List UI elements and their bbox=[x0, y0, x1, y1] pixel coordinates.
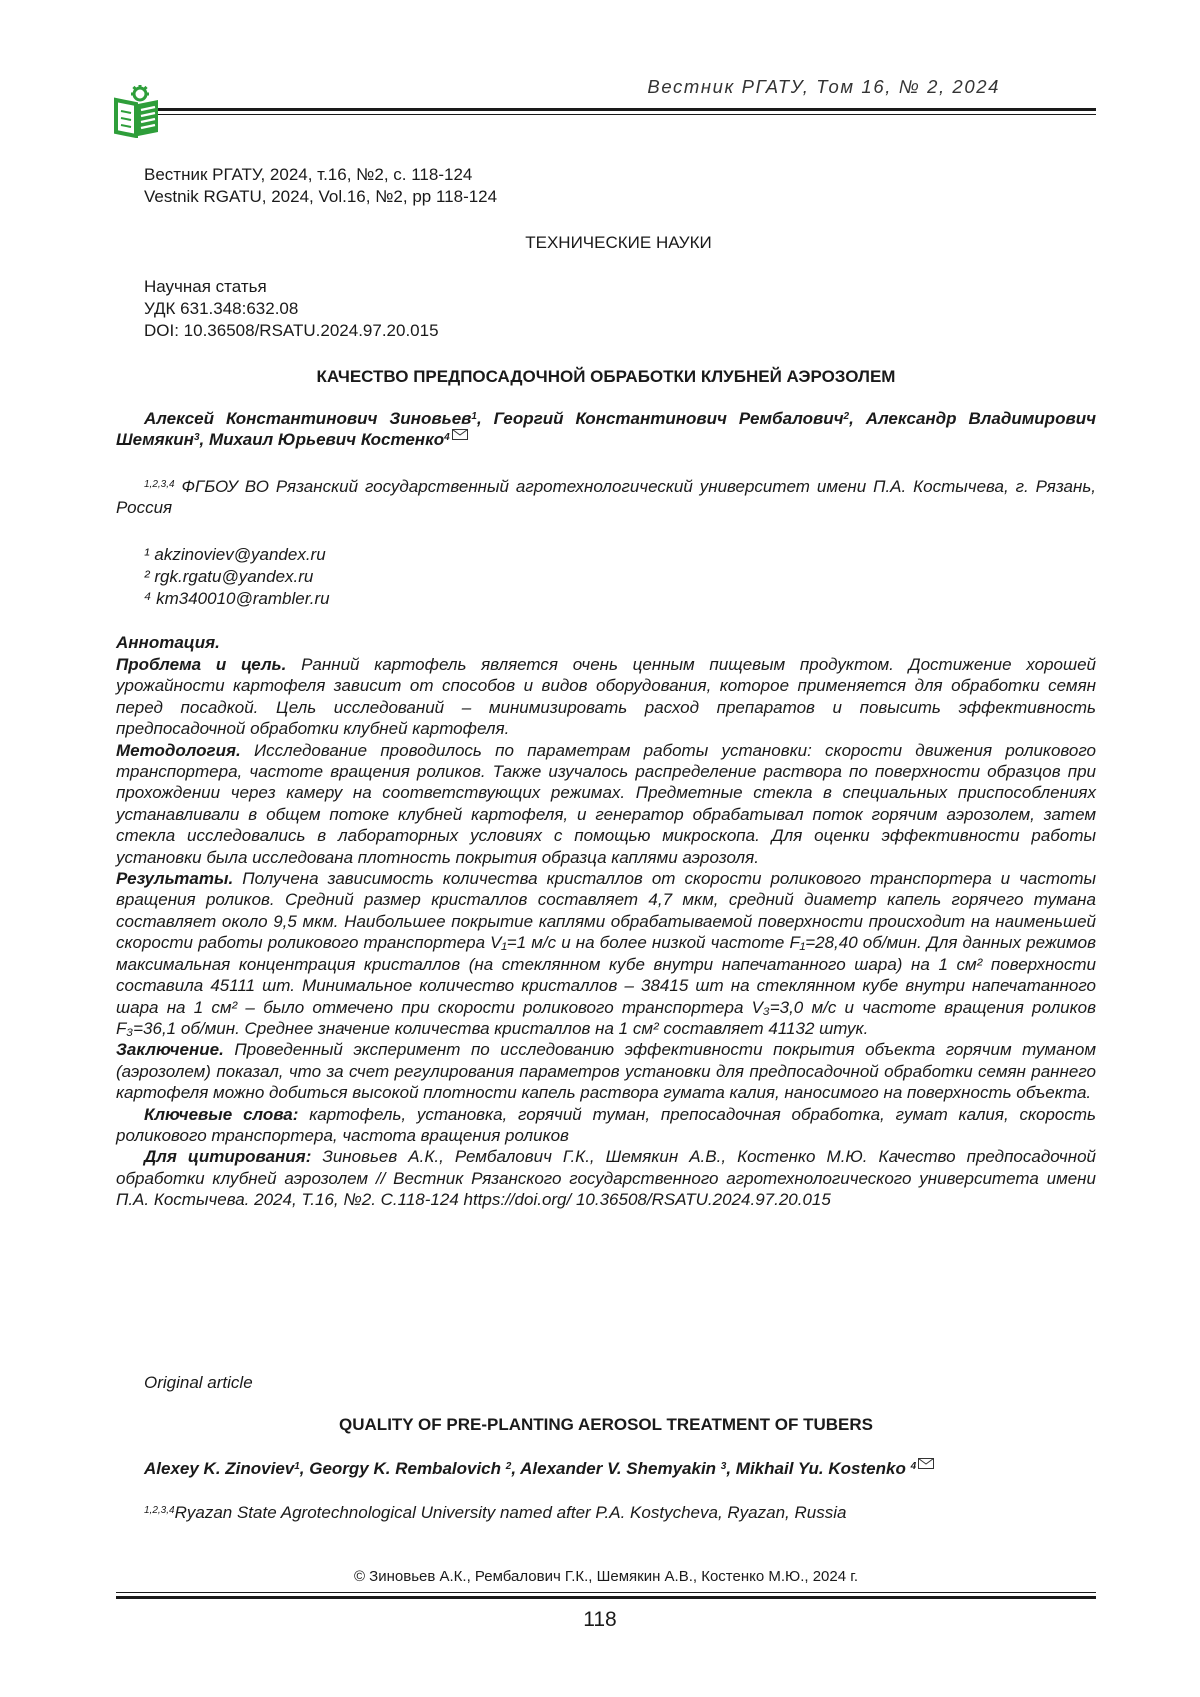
article-title-ru: КАЧЕСТВО ПРЕДПОСАДОЧНОЙ ОБРАБОТКИ КЛУБНЕЙ АЭРОЗОЛЕМ bbox=[316, 367, 896, 386]
envelope-icon[interactable] bbox=[918, 1458, 934, 1469]
journal-running-head: Вестник РГАТУ, Том 16, № 2, 2024 bbox=[647, 76, 1000, 97]
footer-rule-thin bbox=[116, 1592, 1096, 1593]
article-type: Научная статья bbox=[144, 277, 267, 296]
problem-text: Ранний картофель является очень ценным пищевым продуктом. Достижение хорошей урожайности картофеля зависит от способов и видов оборудования, которое применяется для обработки семян перед посадкой. Цель исследований – минимизировать расход препаратов и повысить эффективность предпосадочной обработки клубней картофеля. bbox=[116, 655, 1096, 739]
keywords-text: картофель, установка, горячий туман, препосадочная обработка, гумат калия, скорость роликового транспортера, частота вращения роликов bbox=[116, 1104, 1096, 1145]
author-separator: , bbox=[476, 409, 494, 428]
section-heading: ТЕХНИЧЕСКИЕ НАУКИ bbox=[525, 233, 712, 252]
author-sup: 3 bbox=[720, 1461, 727, 1472]
citation-line-en: Vestnik RGATU, 2024, Vol.16, №2, pp 118-124 bbox=[144, 187, 498, 206]
envelope-icon[interactable] bbox=[452, 429, 468, 440]
author-name: Георгий Константинович Рембалович bbox=[493, 409, 844, 428]
author-separator: , bbox=[849, 409, 866, 428]
method-label: Методология. bbox=[116, 740, 241, 760]
author-name: Алексей Константинович Зиновьев bbox=[144, 409, 472, 428]
author-name: Михаил Юрьевич Костенко bbox=[208, 430, 445, 450]
article-title-en: QUALITY OF PRE-PLANTING AEROSOL TREATMENT OF TUBERS bbox=[339, 1415, 873, 1434]
abstract-heading: Аннотация. bbox=[116, 633, 220, 652]
email-4[interactable]: ⁴ km340010@rambler.ru bbox=[144, 589, 330, 608]
author-separator: , bbox=[726, 1459, 736, 1478]
how-to-cite bbox=[116, 1146, 1096, 1210]
footer-rule bbox=[116, 1596, 1096, 1599]
copyright-line: © Зиновьев А.К., Рембалович Г.К., Шемякин А.В., Костенко М.Ю., 2024 г. bbox=[353, 1568, 859, 1585]
results-label: Результаты. bbox=[116, 869, 234, 889]
author-name: Georgy K. Rembalovich bbox=[309, 1459, 506, 1478]
conclusion-text: Проведенный эксперимент по исследованию эффективности покрытия объекта горячим туманом (аэрозолем) показал, что за счет регулирования параметров установки для предпосадочной обработки семян раннего картофеля можно добиться высокой плотности капель раствора гумата калия, наносимого на поверхность объекта. bbox=[116, 1040, 1096, 1103]
abstract-results bbox=[116, 868, 1096, 1039]
author-name: Alexander V. Shemyakin bbox=[520, 1459, 721, 1478]
problem-label: Проблема и цель. bbox=[116, 655, 287, 674]
author-sup: 1 bbox=[294, 1461, 300, 1472]
results-text: Получена зависимость количества кристаллов от скорости роликового транспортера и частоты вращения роликов. Средний размер кристаллов составляет 4,7 мкм, средний диаметр капель горячего тумана составляет около 9,5 мкм. Наибольшее покрытие каплями обрабатываемой поверхности происходит на наименьшей скорости работы роликового транспортера V₁=1 м/с и на более низкой частоте F₁=28,40 об/мин. Для данных режимов максимальная концентрация кристаллов (на стеклянном кубе внутри напечатанного шара) на 1 см² поверхности составила 45111 шт. Минимальное количество кристаллов – 38415 шт на стеклянном кубе внутри напечатанного шара на 1 см² – было отмечено при скорости роликового транспортера V₃=3,0 м/с и частоте вращения роликов F₃=36,1 об/мин. Среднее значение количества кристаллов на 1 см² составляет 41132 штук. bbox=[116, 869, 1096, 1038]
doi: DOI: 10.36508/RSATU.2024.97.20.015 bbox=[144, 321, 439, 340]
author-sup: 3 bbox=[193, 432, 200, 444]
affiliation-text: Ryazan State Agrotechnological University named after P.A. Kostycheva, Ryazan, Russia bbox=[174, 1503, 847, 1522]
affiliation-ru bbox=[116, 476, 1096, 519]
cite-label: Для цитирования: bbox=[144, 1147, 312, 1167]
article-type-en: Original article bbox=[144, 1373, 253, 1392]
abstract-methodology bbox=[116, 740, 1096, 868]
author-name: Mikhail Yu. Kostenko bbox=[735, 1459, 911, 1478]
udc-code: УДК 631.348:632.08 bbox=[144, 299, 299, 318]
authors-en bbox=[144, 1458, 934, 1479]
email-1[interactable]: ¹ akzinoviev@yandex.ru bbox=[144, 545, 326, 564]
keywords-label: Ключевые слова: bbox=[144, 1104, 299, 1124]
citation-line-ru: Вестник РГАТУ, 2024, т.16, №2, с. 118-124 bbox=[144, 165, 473, 184]
author-sup: 2 bbox=[843, 411, 850, 422]
email-2[interactable]: ² rgk.rgatu@yandex.ru bbox=[144, 567, 314, 586]
author-sup: 4 bbox=[910, 1461, 917, 1472]
author-separator: , bbox=[511, 1459, 521, 1478]
affiliation-text: ФГБОУ ВО Рязанский государственный агротехнологический университет имени П.А. Костычева, г. Рязань, Россия bbox=[116, 477, 1096, 518]
conclusion-label: Заключение. bbox=[116, 1040, 224, 1060]
cite-text: Зиновьев А.К., Рембалович Г.К., Шемякин А.В., Костенко М.Ю. Качество предпосадочной обработки клубней аэрозолем // Вестник Рязанского государственного агротехнологического университета имени П.А. Костычева. 2024, Т.16, №2. С.118-124 https://doi.org/ 10.36508/RSATU.2024.97.20.015 bbox=[116, 1147, 1096, 1210]
affiliation-sup: 1,2,3,4 bbox=[144, 1505, 175, 1516]
abstract-conclusion bbox=[116, 1039, 1096, 1103]
author-separator: , bbox=[199, 430, 209, 450]
header-rule-thin bbox=[158, 114, 1096, 115]
method-text: Исследование проводилось по параметрам работы установки: скорости движения роликового транспортера, частоте вращения роликов. Также изучалось распределение раствора по поверхности образцов при прохождении через камеру на соответствующих режимах. Предметные стекла в специальных приспособлениях устанавливали в общем потоке клубней картофеля, и генератор обрабатывал поток горячим аэрозолем, затем стекла исследовались в лабораторных условиях с помощью микроскопа. Для оценки эффективности работы установки была исследована плотность покрытия образца каплями аэрозоля. bbox=[116, 740, 1096, 867]
author-name: Alexey K. Zinoviev bbox=[144, 1459, 295, 1478]
affiliation-en bbox=[144, 1502, 846, 1523]
header-rule bbox=[158, 108, 1096, 111]
authors-ru bbox=[116, 408, 1096, 451]
author-separator: , bbox=[299, 1459, 310, 1478]
book-gear-logo-icon bbox=[114, 84, 160, 138]
author-sup: 1 bbox=[471, 411, 477, 422]
author-name: Александр Владимирович Шемякин bbox=[116, 409, 1097, 450]
author-sup: 2 bbox=[505, 1461, 512, 1472]
keywords bbox=[116, 1104, 1096, 1147]
abstract-problem bbox=[116, 654, 1096, 740]
page-number: 118 bbox=[583, 1608, 617, 1631]
author-sup: 4 bbox=[444, 432, 450, 444]
affiliation-sup: 1,2,3,4 bbox=[144, 479, 175, 490]
abstract-body bbox=[116, 654, 1096, 1211]
